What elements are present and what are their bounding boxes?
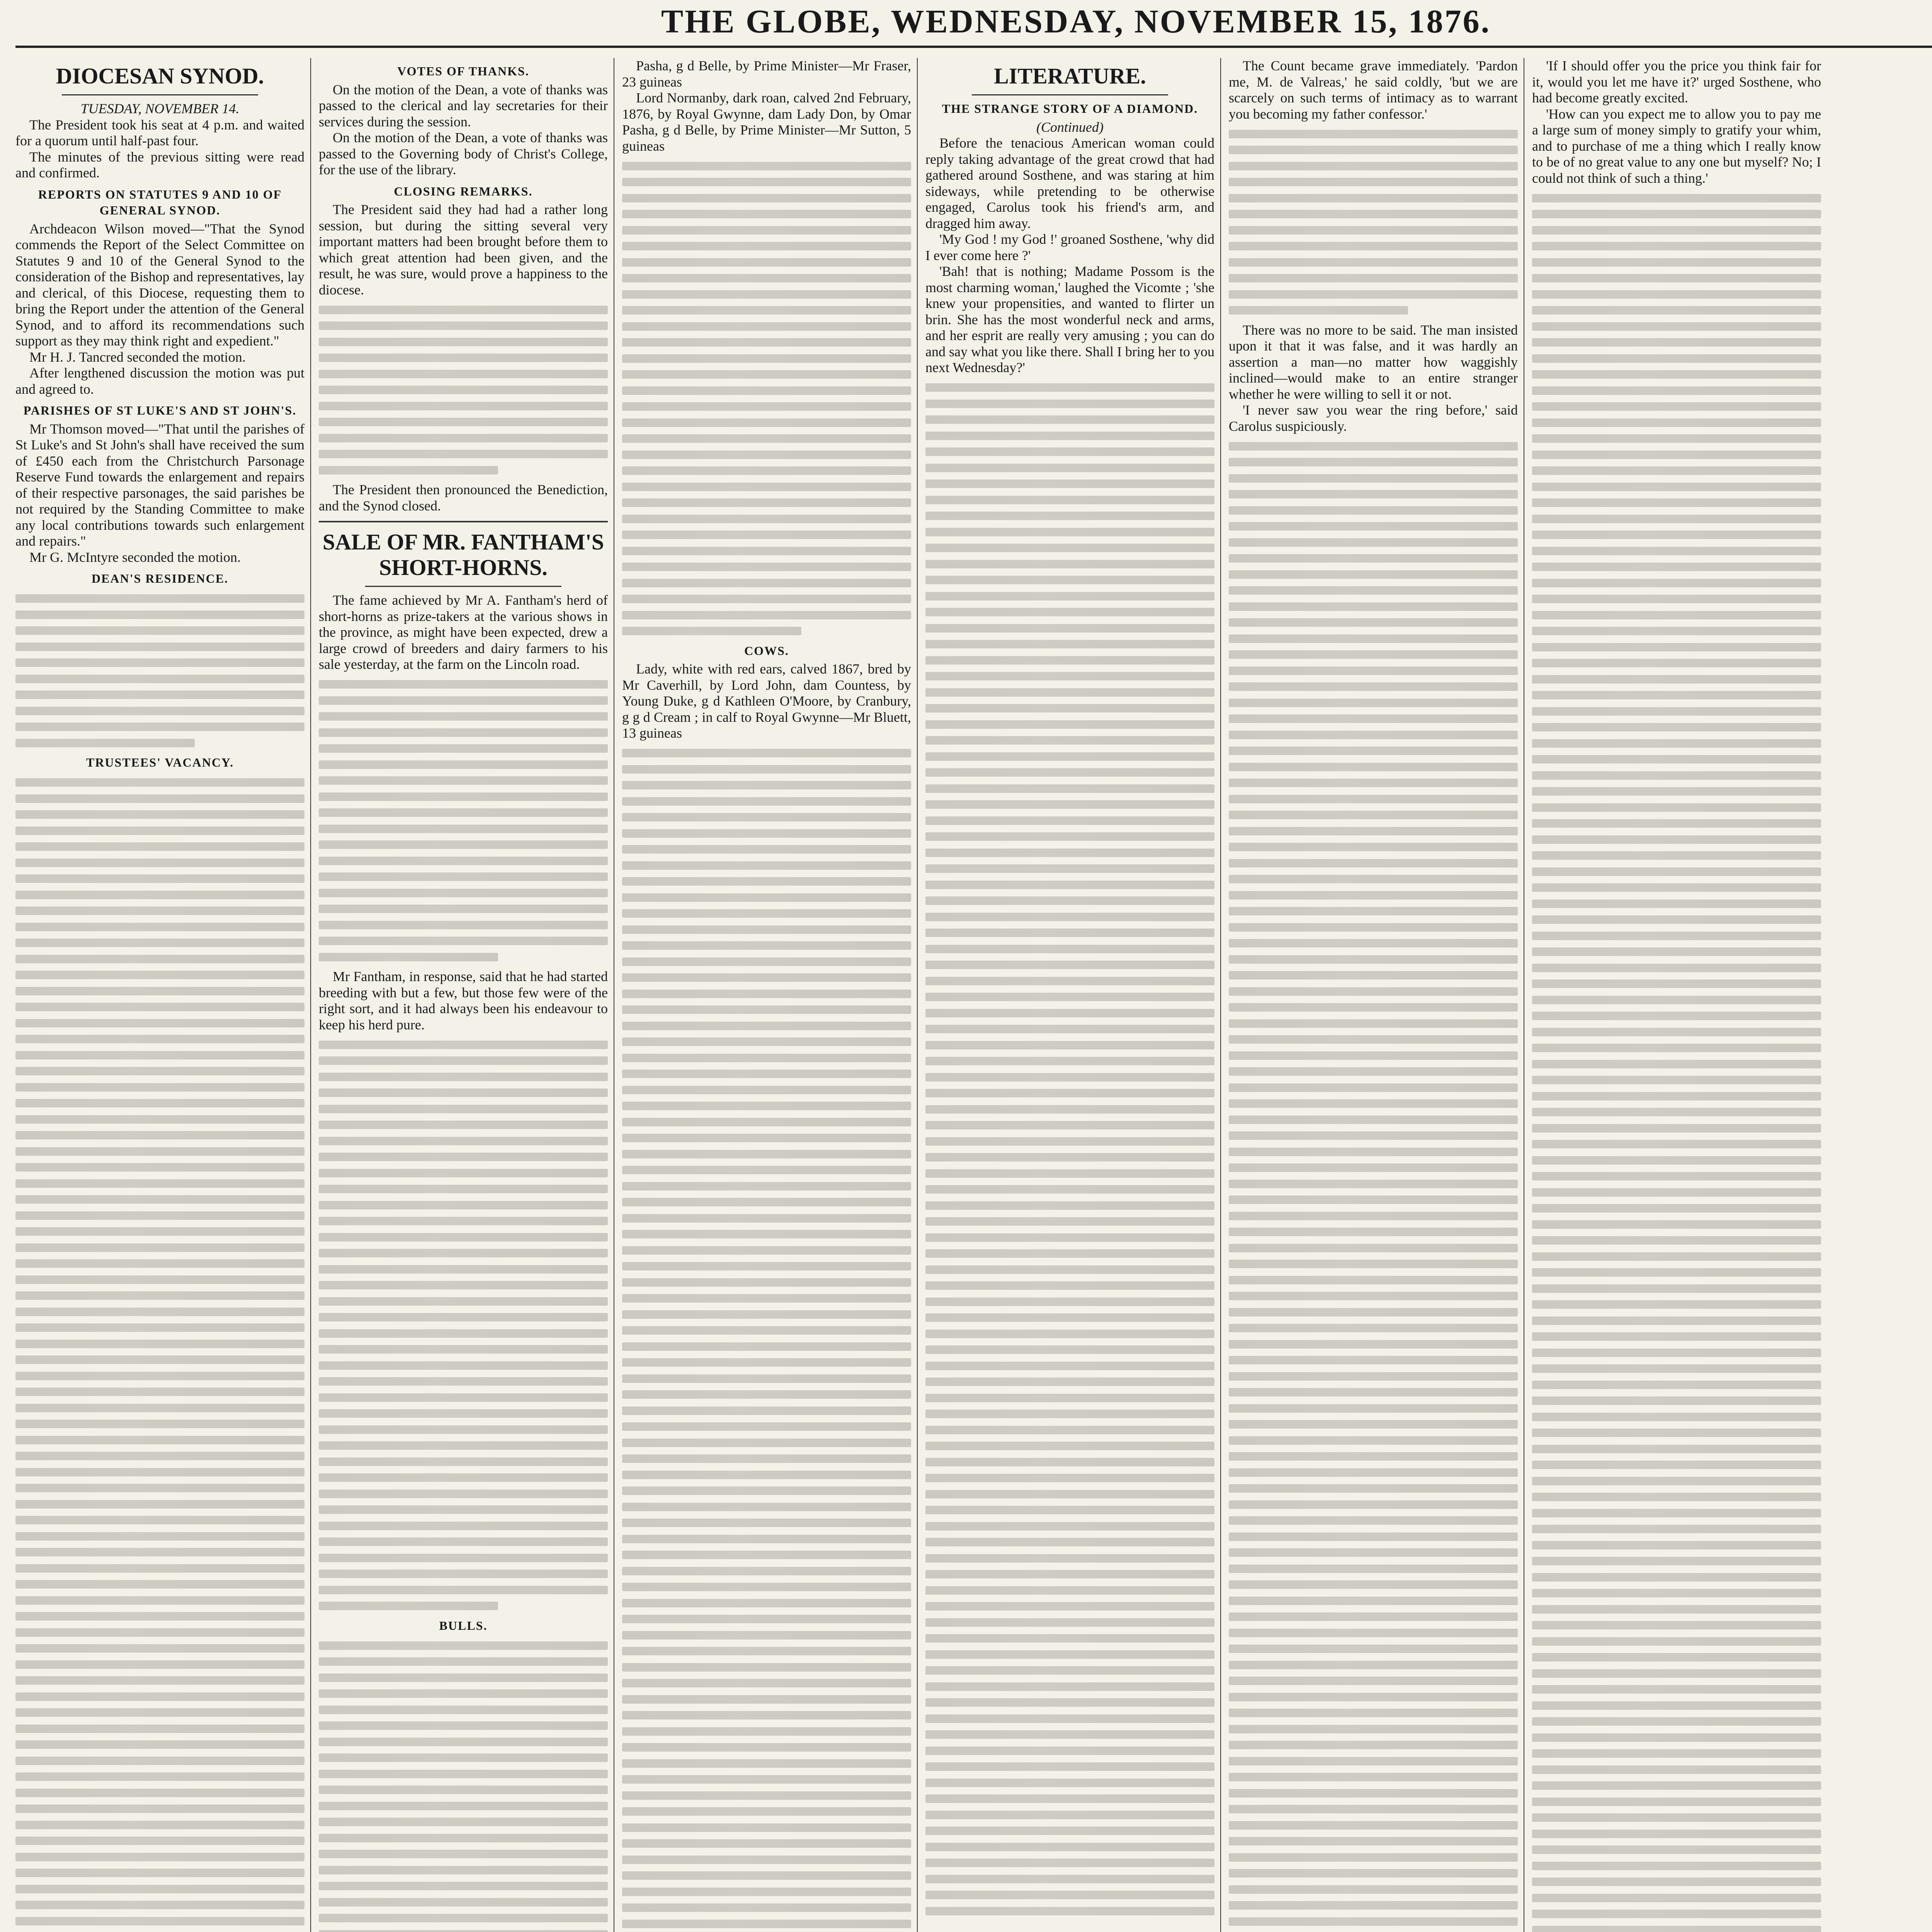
- text-block: [319, 680, 608, 961]
- paragraph: Lady, white with red ears, calved 1867, bred by Mr Caverhill, by Lord John, dam Countess, by Young Duke, g d Kathleen O'Moore, by Cranbury, g g d Cream ; in calf to Royal Gwynne—Mr Bluett, 13 guineas: [622, 661, 911, 741]
- paragraph: The President then pronounced the Benediction, and the Synod closed.: [319, 482, 608, 514]
- paragraph: Mr G. McIntyre seconded the motion.: [29, 549, 241, 565]
- paragraph: Pasha, g d Belle, by Prime Minister—Mr Fraser, 23 guineas: [622, 58, 911, 90]
- column-2: [319, 58, 608, 1932]
- paragraph: The minutes of the previous sitting were read and confirmed.: [15, 149, 304, 180]
- story-title: THE STRANGE STORY OF A DIAMOND.: [942, 102, 1198, 116]
- text-block: [622, 749, 911, 1932]
- text-block: [319, 1641, 608, 1932]
- section-heading: DEAN'S RESIDENCE.: [91, 571, 229, 585]
- article-divider: [319, 521, 608, 522]
- masthead-rule: [15, 46, 1932, 48]
- title-rule: [972, 94, 1168, 95]
- paragraph: Archdeacon Wilson moved—"That the Synod commends the Report of the Select Committee on Statutes 9 and 10 of the General Synod to the consideration of the Bishop and representatives, lay and clerical, of this Diocese, requesting them to bring the Report under the attention of the General Synod, and to afford its recommendations such support as they may think right and expedient.": [15, 221, 304, 349]
- paragraph: Mr Fantham, in response, said that he had started breeding with but a few, but those few were of the right sort, and it had always been his endeavour to keep his herd pure.: [319, 969, 608, 1032]
- column-divider: [1220, 58, 1221, 1932]
- paragraph: There was no more to be said. The man insisted upon it that it was false, and it was hardly an assertion a man—no matter how waggishly inclined—would make to an entire stranger whether he were willing to sell it or not.: [1229, 322, 1518, 402]
- section-heading: BULLS.: [439, 1618, 488, 1633]
- column-3: [622, 58, 911, 1932]
- title-rule: [62, 94, 258, 95]
- paragraph: Mr Thomson moved—"That until the parishes of St Luke's and St John's shall have received the sum of £450 each from the Christchurch Parsonage Reserve Fund towards the enlargement and repairs of their respective parsonages, the said parishes be not required by the Standing Committee to make any local contributions towards such enlargement and repairs.": [15, 421, 304, 549]
- paragraph: 'My God ! my God !' groaned Sosthene, 'why did I ever come here ?': [925, 231, 1214, 263]
- paragraph: The President said they had had a rather long session, but during the sitting several very important matters had been brought before them to which great attention had been given, and the result, he was sure, would prove a happiness to the diocese.: [319, 202, 608, 298]
- paragraph: 'If I should offer you the price you think fair for it, would you let me have it?' urged Sosthene, who had become greatly excited.: [1532, 58, 1821, 105]
- paragraph: The Count became grave immediately. 'Pardon me, M. de Valreas,' he said coldly, 'but we are scarcely on such terms of intimacy as to warrant you becoming my father confessor.': [1229, 58, 1518, 122]
- section-heading: PARISHES OF ST LUKE'S AND ST JOHN'S.: [23, 403, 297, 417]
- article-title-shorthorns: SALE OF MR. FANTHAM'S SHORT-HORNS.: [322, 529, 604, 580]
- text-block: [1532, 194, 1821, 1932]
- text-block: [319, 1041, 608, 1611]
- paragraph: 'I never saw you wear the ring before,' said Carolus suspiciously.: [1229, 402, 1518, 434]
- section-heading: REPORTS ON STATUTES 9 AND 10 OF GENERAL SYNOD.: [38, 187, 282, 217]
- paragraph: On the motion of the Dean, a vote of thanks was passed to the clerical and lay secretaries for their services during the session.: [319, 82, 608, 129]
- text-block: [1229, 442, 1518, 1932]
- column-5: [1229, 58, 1518, 1932]
- paragraph: After lengthened discussion the motion was put and agreed to.: [15, 365, 304, 397]
- text-block: [15, 594, 304, 747]
- column-6: [1532, 58, 1821, 1932]
- text-block: [15, 778, 304, 1932]
- masthead: THE GLOBE, WEDNESDAY, NOVEMBER 15, 1876.: [661, 3, 1491, 40]
- title-rule: [365, 586, 561, 587]
- paragraph: 'How can you expect me to allow you to pay me a large sum of money simply to gratify your whim, and to purchase of me a thing which I really know to be of no great value to any one but myself? No; I could not think of such a thing.': [1532, 106, 1821, 186]
- column-1: [15, 58, 304, 1932]
- section-heading: VOTES OF THANKS.: [397, 64, 529, 78]
- section-title-literature: LITERATURE.: [994, 63, 1146, 88]
- text-block: [1229, 130, 1518, 315]
- article-title-diocesan-synod: DIOCESAN SYNOD.: [56, 63, 264, 88]
- paragraph: The fame achieved by Mr A. Fantham's herd of short-horns as prize-takers at the various shows in the province, as might have been expected, drew a large crowd of breeders and dairy farmers to his sale yesterday, at the farm on the Lincoln road.: [319, 592, 608, 672]
- column-divider: [310, 58, 311, 1932]
- paragraph: Lord Normanby, dark roan, calved 2nd February, 1876, by Royal Gwynne, dam Lady Don, by Omar Pasha, g d Belle, by Prime Minister—Mr Sutton, 5 guineas: [622, 90, 911, 154]
- section-heading: TRUSTEES' VACANCY.: [86, 755, 234, 769]
- column-divider: [917, 58, 918, 1932]
- paragraph: Mr H. J. Tancred seconded the motion.: [29, 349, 246, 365]
- dateline: TUESDAY, NOVEMBER 14.: [80, 101, 240, 116]
- text-block: [925, 383, 1214, 1915]
- section-heading: CLOSING REMARKS.: [394, 184, 533, 198]
- text-block: [319, 306, 608, 474]
- continued-note: (Continued): [1036, 119, 1104, 135]
- paragraph: 'Bah! that is nothing; Madame Possom is the most charming woman,' laughed the Vicomte ; 'she knew your propensities, and wanted to flirter un brin. She has the most wonderful neck and arms, and her esprit are really very amusing ; you can do and say what you like there. Shall I bring her to you next Wednesday?': [925, 264, 1214, 375]
- section-heading: COWS.: [744, 643, 789, 658]
- paragraph: The President took his seat at 4 p.m. and waited for a quorum until half-past four.: [15, 117, 304, 148]
- paragraph: On the motion of the Dean, a vote of thanks was passed to the Governing body of Christ's College, for the use of the library.: [319, 130, 608, 177]
- column-4: [925, 58, 1214, 1932]
- text-block: [622, 162, 911, 636]
- paragraph: Before the tenacious American woman could reply taking advantage of the great crowd that had gathered around Sosthene, and was staring at him sideways, while pretending to be otherwise engaged, Carolus took his friend's arm, and dragged him away.: [925, 135, 1214, 231]
